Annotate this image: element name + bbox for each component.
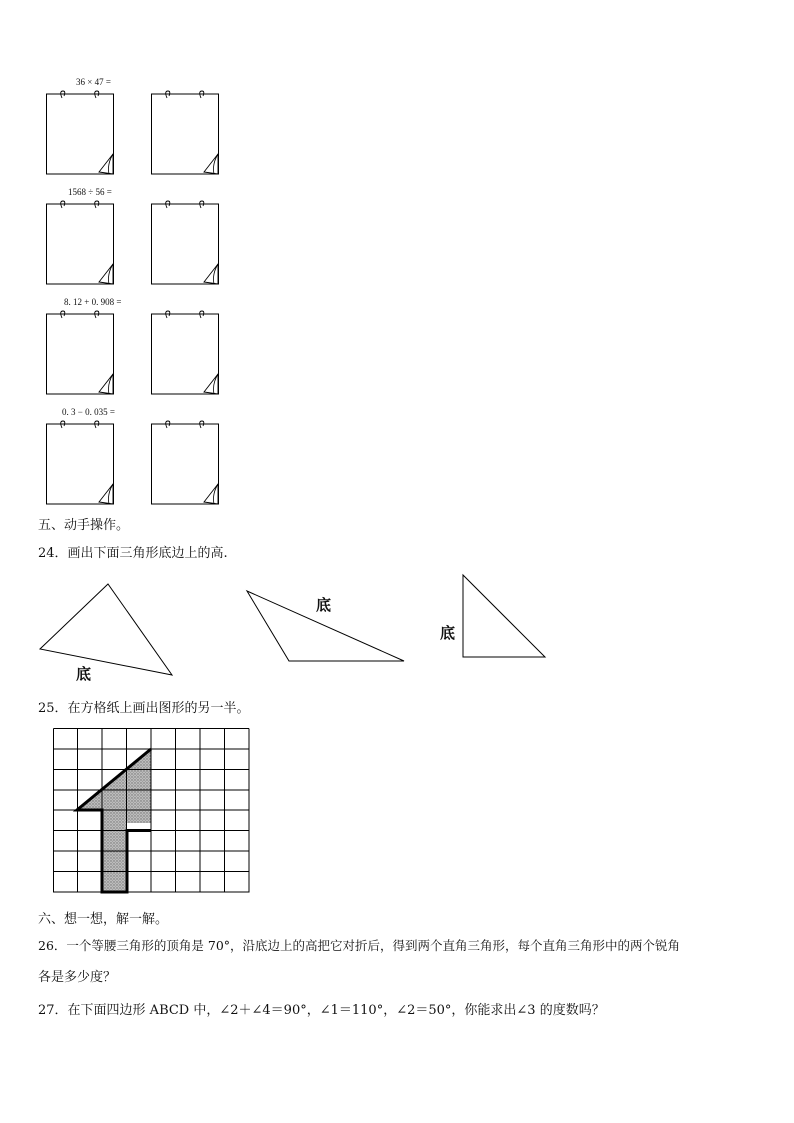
section-5-title: 五、动手操作。: [38, 518, 130, 533]
expression-4: 0. 3 − 0. 035 =: [62, 407, 115, 417]
half-figure: [77, 749, 151, 892]
question-27: 27．在下面四边形 ABCD 中，∠2＋∠4＝90°，∠1＝110°，∠2＝50°，你能求出∠3 的度数吗？: [38, 1003, 605, 1018]
base-label-3: 底: [440, 624, 456, 642]
calc-pad[interactable]: [151, 310, 221, 396]
calc-pad[interactable]: [151, 420, 221, 506]
triangle-3: [463, 575, 545, 657]
calc-pad[interactable]: [46, 90, 116, 176]
question-24: 24．画出下面三角形底边上的高.: [38, 546, 228, 561]
triangles-figure: [0, 570, 794, 690]
question-25: 25．在方格纸上画出图形的另一半。: [38, 701, 250, 716]
question-26-line2: 各是多少度？: [38, 970, 117, 985]
base-label-1: 底: [76, 665, 92, 683]
grid-paper: [53, 728, 251, 894]
calc-pad[interactable]: [46, 420, 116, 506]
expression-3: 8. 12 + 0. 908 =: [64, 297, 122, 307]
base-label-2: 底: [316, 596, 332, 614]
section-6-title: 六、想一想，解一解。: [38, 912, 169, 927]
calc-pad[interactable]: [151, 90, 221, 176]
calc-pad[interactable]: [46, 310, 116, 396]
question-26-line1: 26．一个等腰三角形的顶角是 70°，沿底边上的高把它对折后，得到两个直角三角形，每个直角三角形中的两个锐角: [38, 938, 681, 953]
triangle-1: [40, 584, 172, 675]
expression-2: 1568 ÷ 56 =: [68, 187, 112, 197]
expression-1: 36 × 47 =: [76, 77, 111, 87]
calc-pad[interactable]: [151, 200, 221, 286]
calc-pad[interactable]: [46, 200, 116, 286]
